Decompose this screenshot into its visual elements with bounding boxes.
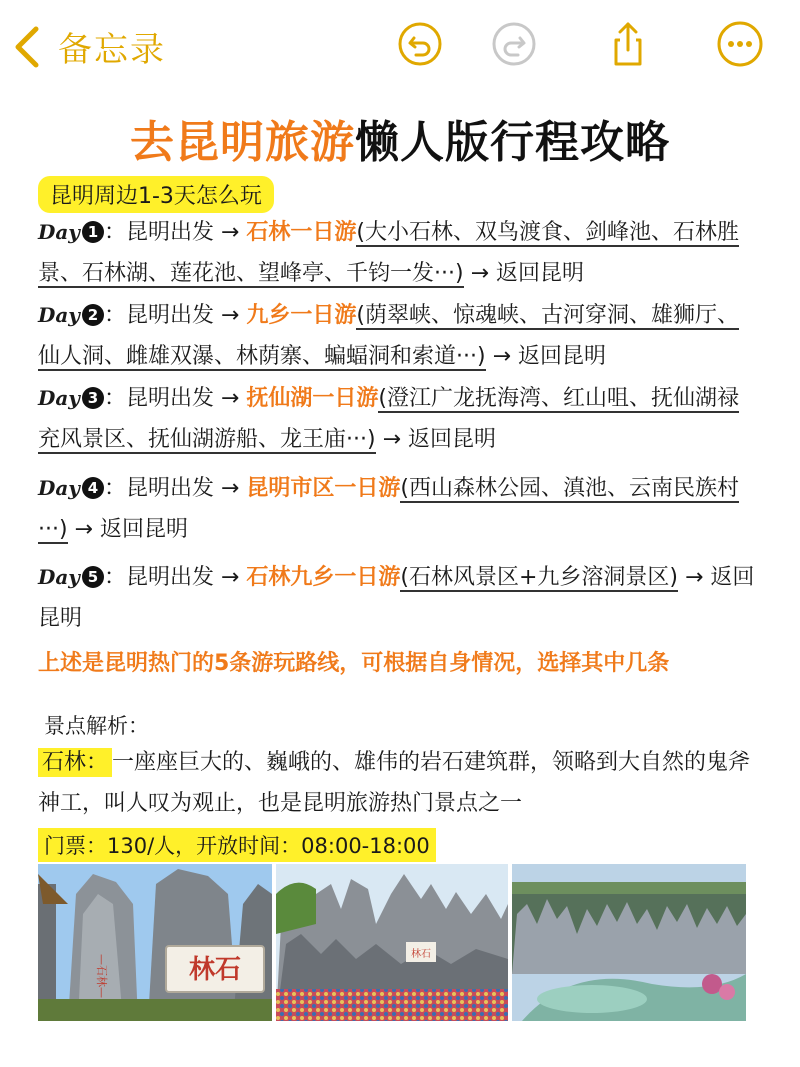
undo-icon [396,20,444,68]
photo-sign: 林石 [188,955,242,985]
day-end: → 返回昆明 [38,565,755,631]
undo-button[interactable] [396,20,444,68]
day-end: → 返回昆明 [485,344,606,369]
title-orange: 去昆明旅游 [130,117,355,168]
day-end: → 返回昆明 [375,427,496,452]
day-route: 石林九乡一日游 [246,565,401,590]
day-detail: (澄江广龙抚海湾、红山咀、抚仙湖禄充风景区、抚仙湖游船、龙王庙···) [38,386,739,452]
day-tag: Day [38,565,80,589]
day-number: 1 [82,221,104,243]
day-end: → 返回昆明 [463,261,584,286]
more-button[interactable] [716,20,764,68]
spots-heading: 景点解析： [44,714,149,738]
day-tag: Day [38,476,80,500]
day-number: 3 [82,387,104,409]
spot-label: 石林： [38,748,112,777]
day-detail: (西山森林公园、滇池、云南民族村···) [38,476,739,542]
ticket-info: 门票：130/人，开放时间：08:00-18:00 [38,828,436,862]
more-icon [716,20,764,68]
redo-icon [490,20,538,68]
day-start: ：昆明出发 → [103,220,247,245]
day-item [38,212,758,294]
day-number: 2 [82,304,104,326]
back-button[interactable] [12,22,166,71]
day-tag: Day [38,303,80,327]
day-item [38,557,758,639]
day-item [38,295,758,377]
chevron-left-icon [12,25,44,69]
day-number: 5 [82,566,104,588]
page-title [0,106,800,170]
day-detail: (荫翠峡、惊魂峡、古河穿洞、雄狮厅、仙人洞、雌雄双瀑、林荫寨、蝙蝠洞和索道···) [38,303,739,369]
day-route: 九乡一日游 [246,303,357,328]
day-start: ：昆明出发 → [103,565,247,590]
day-start: ：昆明出发 → [103,476,247,501]
day-start: ：昆明出发 → [103,303,247,328]
day-number: 4 [82,477,104,499]
day-route: 昆明市区一日游 [246,476,401,501]
back-label: 备忘录 [58,30,166,70]
day-detail: (石林风景区+九乡溶洞景区) [400,565,678,590]
day-end: → 返回昆明 [67,517,188,542]
day-route: 抚仙湖一日游 [246,386,379,411]
stone-forest-crowd-photo [276,864,508,1021]
day-start: ：昆明出发 → [103,386,247,411]
title-black: 懒人版行程攻略 [355,117,670,168]
subtitle: 昆明周边1-3天怎么玩 [38,176,274,213]
photo-sign: 林石 [411,949,431,960]
stone-forest-lake-photo [512,864,746,1021]
share-icon [604,20,652,68]
day-tag: Day [38,220,80,244]
redo-button[interactable] [490,20,538,68]
spot-text: 一座座巨大的、巍峨的、雄伟的岩石建筑群，领略到大自然的鬼斧神工，叫人叹为观止，也是昆明旅游热门景点之一 [38,750,751,816]
day-detail: (大小石林、双鸟渡食、剑峰池、石林胜景、石林湖、莲花池、望峰亭、千钧一发···) [38,220,739,286]
share-button[interactable] [604,20,652,68]
day-tag: Day [38,386,80,410]
spot-description [38,742,758,824]
day-route: 石林一日游 [246,220,357,245]
day-item [38,378,758,460]
routes-note: 上述是昆明热门的5条游玩路线，可根据自身情况，选择其中几条 [38,651,670,676]
day-item [38,468,758,550]
svg-text:—石林—: —石林— [95,954,108,998]
stone-forest-photo [38,864,272,1021]
nav-bar [0,0,800,92]
